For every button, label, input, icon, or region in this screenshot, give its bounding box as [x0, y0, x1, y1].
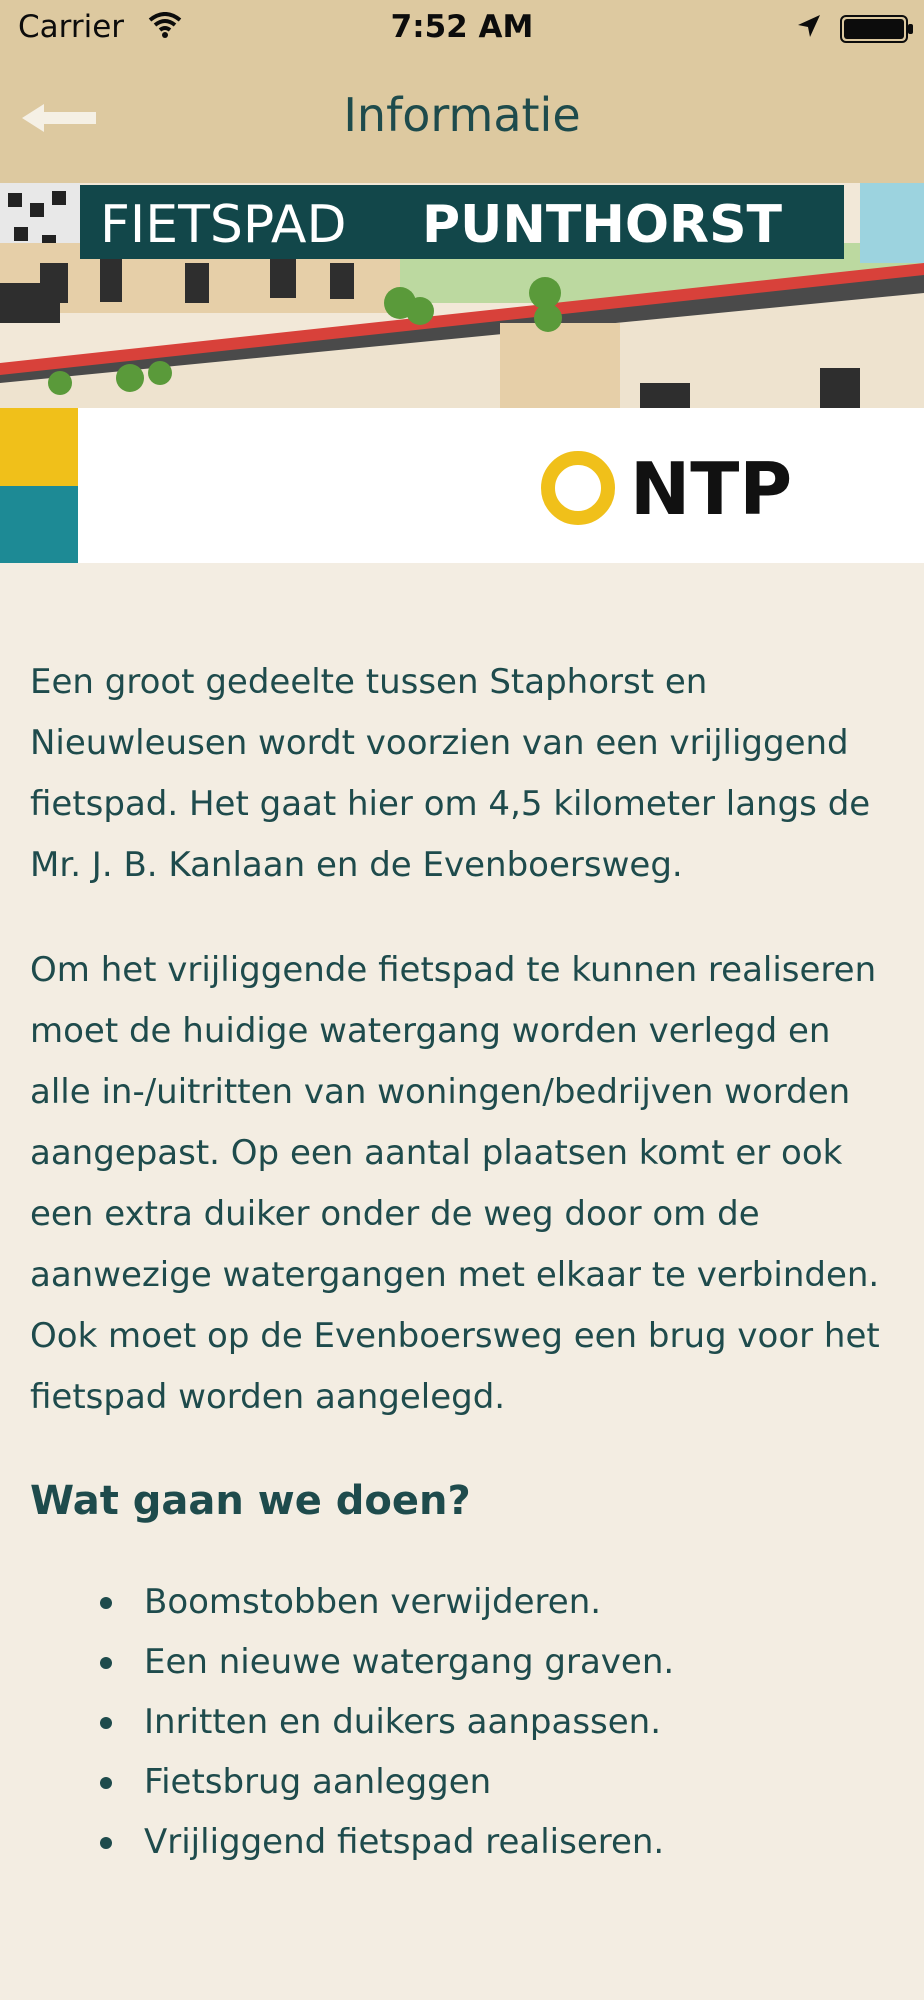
ntp-ring-icon	[548, 458, 608, 518]
info-content	[30, 652, 890, 1872]
location-arrow-icon	[796, 13, 822, 39]
bullet-icon	[100, 1837, 112, 1849]
yellow-accent-block	[0, 408, 78, 486]
page-title: Informatie	[343, 88, 581, 142]
teal-accent-block	[0, 486, 78, 563]
carrier-label: Carrier	[18, 9, 125, 45]
list-item	[30, 1572, 890, 1632]
task-list	[30, 1572, 890, 1872]
ntp-logo-text: NTP	[630, 448, 793, 528]
bullet-icon	[100, 1657, 112, 1669]
logo-strip	[0, 408, 924, 563]
bullet-icon	[100, 1777, 112, 1789]
project-banner	[0, 183, 924, 408]
list-item-text: Boomstobben verwijderen.	[144, 1582, 602, 1622]
list-item	[30, 1632, 890, 1692]
top-bar	[0, 0, 924, 183]
bullet-icon	[100, 1717, 112, 1729]
details-paragraph: Om het vrijliggende fietspad te kunnen realiseren moet de huidige watergang worden verlegd en alle in-/uitritten van woningen/bedrijven worden aangepast. Op een aantal plaatsen komt er ook een extra duiker onder de weg door om de aanwezige watergangen met elkaar te verbinden. Ook moet op de Evenboersweg een brug voor het fietspad worden aangelegd.	[30, 950, 880, 1417]
battery-icon	[840, 15, 914, 43]
banner-title-bold: PUNTHORST	[422, 195, 783, 255]
list-item	[30, 1752, 890, 1812]
list-item-text: Inritten en duikers aanpassen.	[144, 1702, 662, 1742]
list-item-text: Fietsbrug aanleggen	[144, 1762, 492, 1802]
list-item	[30, 1692, 890, 1752]
navigation-bar	[0, 56, 924, 183]
intro-paragraph: Een groot gedeelte tussen Staphorst en Nieuwleusen wordt voorzien van een vrijliggend fietspad. Het gaat hier om 4,5 kilometer langs de Mr. J. B. Kanlaan en de Evenboersweg.	[30, 662, 871, 885]
banner-title-light: FIETSPAD	[100, 195, 347, 255]
list-item-text: Een nieuwe watergang graven.	[144, 1642, 675, 1682]
bullet-icon	[100, 1597, 112, 1609]
section-heading: Wat gaan we doen?	[30, 1478, 471, 1524]
list-item	[30, 1812, 890, 1872]
list-item-text: Vrijliggend fietspad realiseren.	[144, 1822, 665, 1862]
ntp-logo	[540, 448, 840, 528]
status-bar	[0, 0, 924, 56]
status-time: 7:52 AM	[390, 9, 534, 45]
